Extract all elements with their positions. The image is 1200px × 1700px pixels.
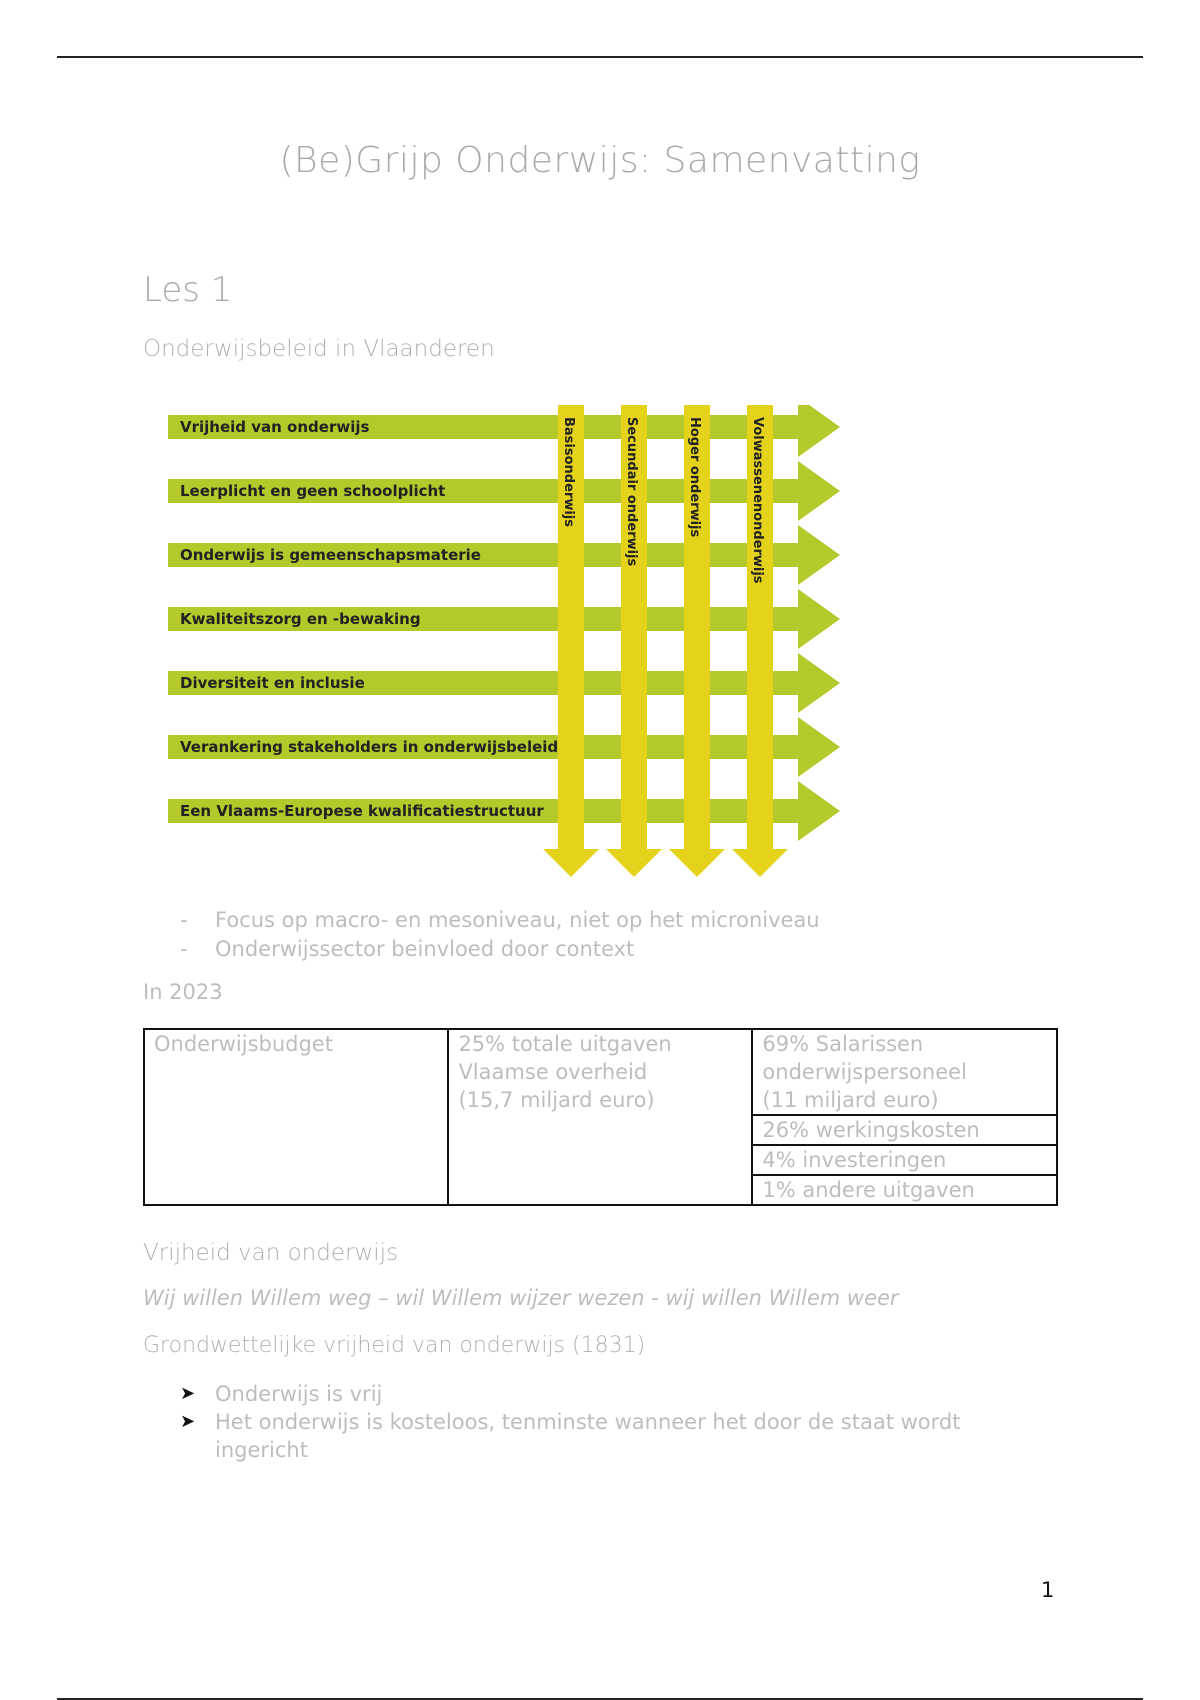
row-arrow-head	[798, 589, 840, 649]
dash-bullet: -	[180, 908, 188, 932]
constitution-item: ➤ Het onderwijs is kosteloos, tenminste wanneer het door de staat wordt ingericht	[180, 1410, 961, 1462]
policy-diagram	[160, 405, 860, 885]
row-label: Verankering stakeholders in onderwijsbeleid	[180, 738, 559, 756]
column-label: Hoger onderwijs	[687, 417, 702, 538]
constitution-list	[180, 1380, 1040, 1464]
row-label: Leerplicht en geen schoolplicht	[180, 482, 446, 500]
row-label: Kwaliteitszorg en -bewaking	[180, 610, 421, 628]
constitution-item: ➤ Onderwijs is vrij	[180, 1382, 383, 1406]
column-label: Basisonderwijs	[561, 417, 576, 527]
arrow-bullet-icon: ➤	[180, 1383, 196, 1404]
column-arrow-head	[543, 849, 599, 877]
quote: Wij willen Willem weg – wil Willem wijzer wezen - wij willen Willem weer	[143, 1286, 899, 1310]
note-item: - Onderwijssector beinvloed door context	[180, 937, 635, 961]
column-label: Secundair onderwijs	[624, 417, 639, 567]
lesson-heading: Les 1	[143, 270, 233, 310]
page-number: 1	[1041, 1578, 1055, 1602]
row-label: Een Vlaams-Europese kwalificatiestructuur	[180, 802, 544, 820]
arrow-bullet-icon: ➤	[180, 1411, 196, 1432]
row-label: Vrijheid van onderwijs	[180, 418, 370, 436]
row-arrow-head	[798, 405, 840, 457]
budget-salaries-cell: 69% Salarissen onderwijspersoneel (11 miljard euro)	[752, 1029, 1057, 1115]
budget-table	[143, 1028, 1058, 1206]
budget-share-cell: 25% totale uitgaven Vlaamse overheid (15,7 miljard euro)	[448, 1029, 752, 1205]
top-rule	[57, 56, 1143, 58]
budget-breakdown-cell: 4% investeringen	[752, 1145, 1057, 1175]
section-heading-policy: Onderwijsbeleid in Vlaanderen	[143, 336, 495, 362]
row-label: Onderwijs is gemeenschapsmaterie	[180, 546, 481, 564]
row-arrow-head	[798, 461, 840, 521]
row-arrow-head	[798, 653, 840, 713]
section-heading-freedom: Vrijheid van onderwijs	[143, 1240, 399, 1266]
note-item: - Focus op macro- en mesoniveau, niet op het microniveau	[180, 908, 820, 932]
budget-breakdown-cell: 1% andere uitgaven	[752, 1175, 1057, 1205]
budget-breakdown-cell: 26% werkingskosten	[752, 1115, 1057, 1145]
section-heading-constitution: Grondwettelijke vrijheid van onderwijs (1831)	[143, 1333, 646, 1358]
column-arrow-head	[669, 849, 725, 877]
row-arrow-head	[798, 525, 840, 585]
column-arrow-head	[606, 849, 662, 877]
document-title: (Be)Grijp Onderwijs: Samenvatting	[279, 140, 921, 181]
row-arrow-head	[798, 717, 840, 777]
notes-list	[180, 908, 820, 966]
dash-bullet: -	[180, 937, 188, 961]
year-label: In 2023	[143, 980, 223, 1004]
row-label: Diversiteit en inclusie	[180, 674, 365, 692]
row-arrow-head	[798, 781, 840, 841]
column-label: Volwassenenonderwijs	[750, 417, 765, 584]
budget-label-cell: Onderwijsbudget	[144, 1029, 448, 1205]
column-arrow-head	[732, 849, 788, 877]
